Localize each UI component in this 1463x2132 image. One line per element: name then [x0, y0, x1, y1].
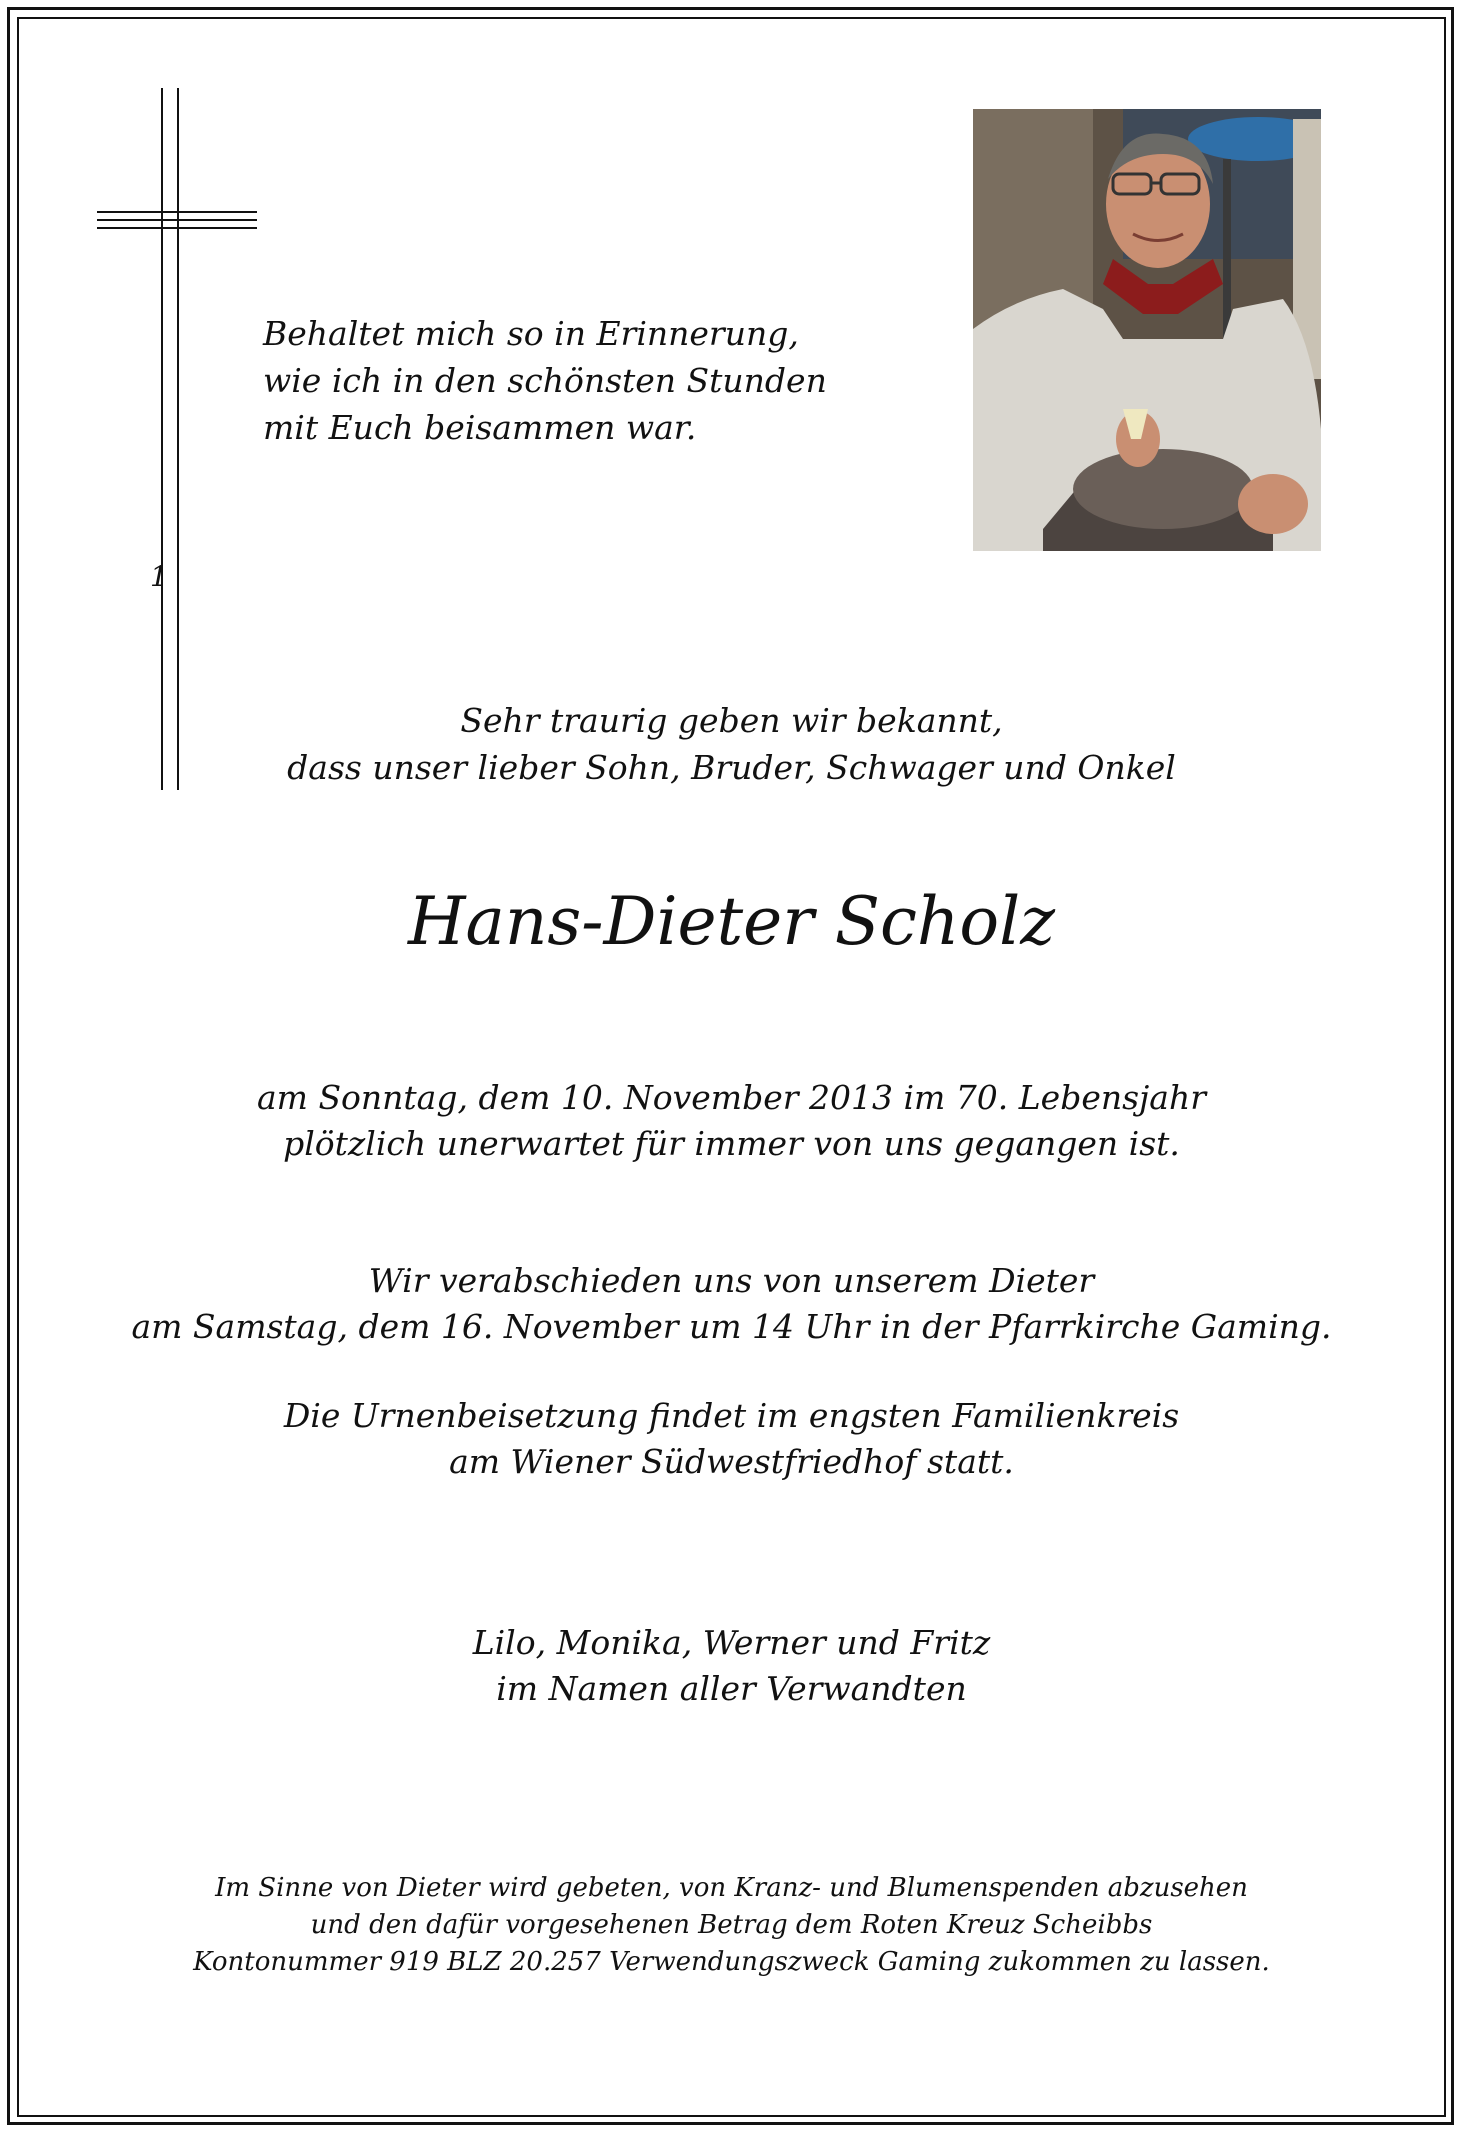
farewell-line: am Samstag, dem 16. November um 14 Uhr in der Pfarrkirche Gaming. — [131, 1307, 1332, 1346]
cross-vertical-line — [161, 88, 163, 790]
cross-mark: 1 — [150, 560, 168, 593]
date-line: am Sonntag, dem 10. November 2013 im 70. Lebensjahr — [256, 1078, 1206, 1117]
memorial-quote — [263, 310, 827, 451]
date-line: plötzlich unerwartet für immer von uns gegangen ist. — [283, 1124, 1180, 1163]
quote-line: Behaltet mich so in Erinnerung, — [263, 314, 799, 353]
donation-line: Im Sinne von Dieter wird gebeten, von Kranz- und Blumenspenden abzusehen — [215, 1873, 1248, 1903]
deceased-name: Hans-Dieter Scholz — [407, 883, 1056, 960]
announcement — [30, 697, 1433, 791]
quote-line: mit Euch beisammen war. — [263, 408, 697, 447]
urn-line: Die Urnenbeisetzung findet im engsten Familienkreis — [283, 1396, 1180, 1435]
farewell-service — [30, 1258, 1433, 1350]
farewell-line: Wir verabschieden uns von unserem Dieter — [368, 1261, 1095, 1300]
cross-horizontal-line — [97, 211, 257, 213]
donation-request — [30, 1870, 1433, 1981]
urn-burial — [30, 1393, 1433, 1485]
donation-line: und den dafür vorgesehenen Betrag dem Roten Kreuz Scheibbs — [310, 1910, 1153, 1940]
portrait-photo — [973, 109, 1321, 551]
cross-horizontal-line — [97, 227, 257, 229]
announcement-line: dass unser lieber Sohn, Bruder, Schwager und Onkel — [287, 748, 1176, 787]
signers-line: Lilo, Monika, Werner und Fritz — [472, 1623, 991, 1662]
donation-line: Kontonummer 919 BLZ 20.257 Verwendungszweck Gaming zukommen zu lassen. — [193, 1947, 1270, 1977]
signers-line: im Namen aller Verwandten — [496, 1669, 967, 1708]
cross-horizontal-line — [97, 219, 257, 221]
announcement-line: Sehr traurig geben wir bekannt, — [460, 701, 1003, 740]
mourners-signature — [30, 1620, 1433, 1712]
quote-line: wie ich in den schönsten Stunden — [263, 361, 827, 400]
cross-vertical-line — [177, 88, 179, 790]
death-date-text — [30, 1075, 1433, 1167]
urn-line: am Wiener Südwestfriedhof statt. — [449, 1442, 1014, 1481]
